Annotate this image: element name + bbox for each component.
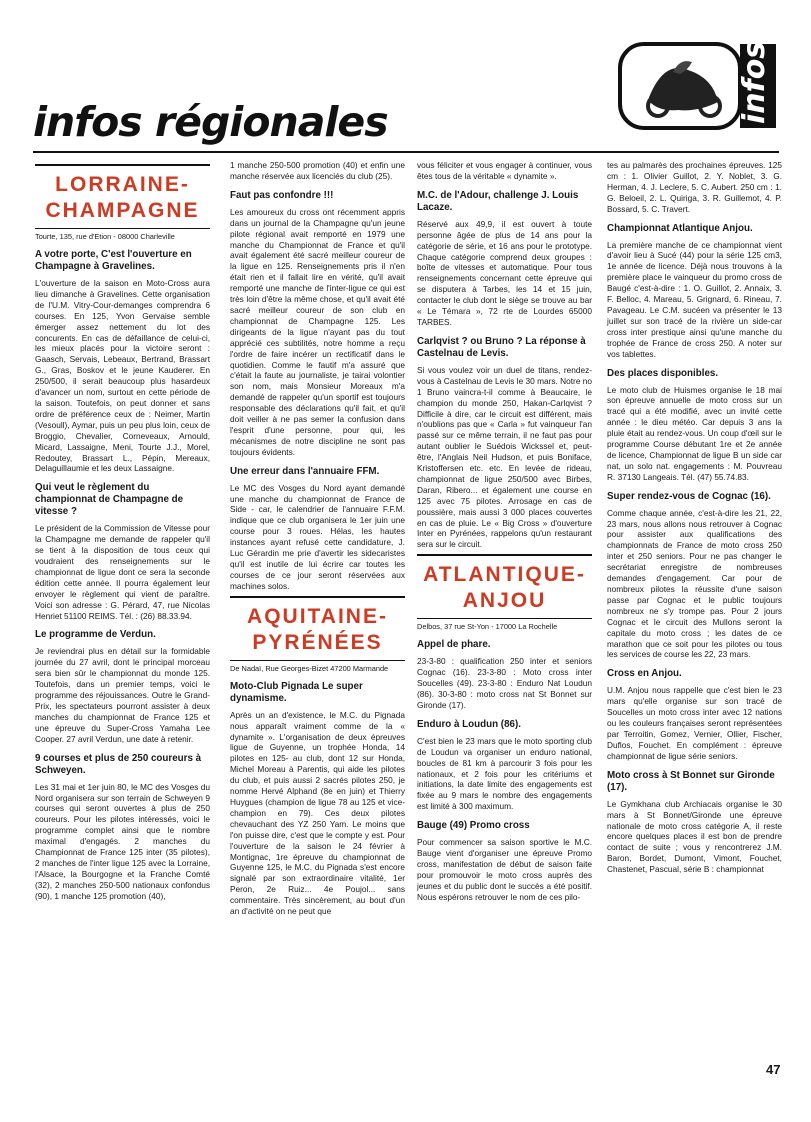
article-heading: Qui veut le règlement du championnat de Champagne de vitesse ? bbox=[35, 482, 184, 518]
article-heading: Le programme de Verdun. bbox=[35, 629, 156, 641]
article-heading: Cross en Anjou. bbox=[607, 668, 682, 680]
article-body: Si vous voulez voir un duel de titans, rendez-vous à Castelnau de Levis le 30 mars. Notre no 1 Bruno vaincra-t-il comme à Beaucaire, le champion du monde 250, Hakan-Carlqvist ? Difficile à dire, car le circuit est différent, mais n'oublions pas que « Carla » fut vainqueur l'an passé sur ce même terrain, il ne faut pas pour autant oublier le Suédois Wickssel et, peut-être, l'Anglais Neil Hudson, et puis Boniface, Kristoffersen etc. etc. En levée de rideau, championnat de ligue 250/500 avec Birbes, Daran, Ribero... et également une course en 125 avec 75 pilotes. Arrosage en cas de poussière, mais aussi 3 000 places couvertes en cas de pluie. Le « Big Cross » d'ouverture Inter en Pyrénées, rappelons qu'un restaurant sera sur le circuit. bbox=[417, 364, 592, 550]
region-name-line1: AQUITAINE- bbox=[247, 604, 388, 628]
region-name-line1: ATLANTIQUE- bbox=[423, 563, 586, 587]
article-heading: Des places disponibles. bbox=[607, 367, 719, 379]
article-heading: Moto cross à St Bonnet sur Gironde (17). bbox=[607, 769, 775, 793]
page-number: 47 bbox=[766, 1062, 781, 1077]
article-heading: Faut pas confondre !!! bbox=[230, 189, 334, 201]
article-body: Pour commencer sa saison sportive le M.C. Bauge vient d'organiser une épreuve Promo cross, manifestation de début de saison faite pour promouvoir le moto cross auprès des jeunes et du public dont le succès a été positif. Nous espérons retrouver le nom de ces pilo- bbox=[417, 837, 592, 902]
article-body: Le Gymkhana club Archiacais organise le 30 mars à St Bonnet/Gironde une épreuve nationale de moto cross catégorie A, il reste encore quelques places il est bon de prendre contact de suite ; vous y rencontrerez J.M. Baron, Bordet, Dumont, Vimont, Fouchet, Chastenet, Pascual, série B : championnat bbox=[607, 798, 782, 875]
article-body: U.M. Anjou nous rappelle que c'est bien le 23 mars qu'elle organise sur son tracé de Soucelles un moto cross inter avec 12 nations ou les couleurs françaises seront représentées par Terroitin, Gomez, Vernier, Ollier, Fischer, Duflos, Fouchet. En complément : épreuve championnat de ligue série seniors. bbox=[607, 685, 782, 761]
article-heading: Carlqvist ? ou Bruno ? La réponse à Castelnau de Levis. bbox=[417, 335, 586, 359]
article-body: L'ouverture de la saison en Moto-Cross aura lieu dimanche à Gravelines. Cette organisation de l'U.M. Vitry-Cour-demanges comprendra 6 courses. En 125, Yvon Gervaise semble émerger assez nettement du lot des concurents. En cas de défaillance de celui-ci, les mieux placés pour la victoire seront : Gaasch, Servais, Lebeaux, Bertrand, Brassart G., Gras, Boskov et le jeune Kauderer. En 250/500, il serait beaucoup plus hasardeux d'avancer un nom, surtout en cette période de la saison. Toutefois, on peut donner et sans ordre de préférence ceux de : Neimer, Martin (Vesoull), Aymar, puis un peu plus loin, ceux de Broggio, Chevalier, Corneveaux, Arnould, Micard, Lassaigne, Meni, Tourte J.J., Morel, Redoutey, Brassart L., Pépin, Mereaux, Delaguillaumie et les deux Lassaigne. bbox=[35, 278, 210, 474]
article-continuation: tes au palmarès des prochaines épreuves. 125 cm : 1. Olivier Guillot, 2. Y. Noblet, 3. G. Herman, 4. J. Leclere, 5. C. Aubert. 250 cm : 1. G. Beloeil, 2. L. Quiriga, 3. R. Guillemot, 4. P. Bossard, 5. C. Travert. bbox=[607, 160, 782, 214]
region-header-atlantique bbox=[417, 554, 592, 619]
article-body: Le moto club de Huismes organise le 18 mai son épreuve annuelle de moto cross sur un tracé qui a été modifié, avec un invité cette année : le dieu météo. Car depuis 3 ans la pluie était au rendez-vous. Un coup d'œil sur le programme Course débutant 1re et 2e année de licence, Championnat de ligue B un side car nat, un solo nat. engagements : M. Pouvreau R. 37130 Langeais. Tél. (47) 55.74.83. bbox=[607, 384, 782, 482]
page-title: infos régionales bbox=[33, 98, 388, 146]
region-address: De Nadaï, Rue Georges-Bizet 47200 Marmande bbox=[230, 663, 389, 673]
article-heading: Enduro à Loudun (86). bbox=[417, 718, 521, 730]
article-heading: Super rendez-vous de Cognac (16). bbox=[607, 490, 771, 502]
column-3 bbox=[417, 160, 592, 907]
title-divider bbox=[33, 151, 779, 153]
article-body: La première manche de ce championnat vient d'avoir lieu à Sucé (44) pour la série 125 cm3, 1e année de licence. Déjà nous trouvons à la première place le vainqueur du promo cross de Baugé c'est-à-dire : 1. O. Guillot, 2. Annaix, 3. F. Belloc, 4. Mareau, 5. Grignard, 6. Rineau, 7. Pavageau. Le C.M. sucéen va présenter le 13 juillet sur son tracé de la rivière un side-car cross inter prestique ainsi qu'une manche du trophée de France de cross 250. A noter sur vos tablettes. bbox=[607, 239, 782, 359]
article-heading: 9 courses et plus de 250 coureurs à Schweyen. bbox=[35, 752, 202, 776]
region-name-line2: PYRÉNÉES bbox=[252, 630, 383, 654]
article-body: Les 31 mai et 1er juin 80, le MC des Vosges du Nord organisera sur son terrain de Schweyen 9 courses qui seront ouvertes à plus de 250 coureurs. Pour les pilotes intéressés, voici le programme complet ainsi que le nombre maximal d'engagés. 2 manches du Championnat de France 125 inter (35 pilotes), 2 manches de l'inter ligue 125 avec la Lorraine, l'Alsace, la Bourgogne et la Franche Comté (32), 2 manches 250-500 nationaux confondus (90), 1 manche 125 promotion (40), bbox=[35, 781, 210, 901]
article-body: Le président de la Commission de Vitesse pour la Champagne me demande de rappeler qu'il se tient à la disposition de tous ceux qui voudraient des renseignements sur le championnat de ligue dont ce sera la seconde édition cette année. Il pourra également leur envoyer le règlement qui vient de paraître. Voici son adresse : G. Pérard, 47, rue Nicolas Henriet 51100 REIMS. Tél. : (26) 88.33.94. bbox=[35, 523, 210, 621]
region-header-aquitaine bbox=[230, 596, 405, 661]
article-body: Comme chaque année, c'est-à-dire les 21, 22, 23 mars, nous allons nous retrouver à Cognac pour assister aux qualifications des championnats de France de moto cross 250 inter et 250 seniors. Pour ne pas changer le secrétariat enregistre de nombreuses demandes d'engagement. Car pour de nombreux pilotes la réussite d'une saison passe par Cognac et le public toujours nombreux ne s'y trompe pas. Pour 2 jours Cognac et le circuit des Mullons seront la capitale du moto cross ; les dates de ce marathon que ce soit pour les pilotes ou tous les services de course les 22, 23 mars. bbox=[607, 507, 782, 660]
article-heading: M.C. de l'Adour, challenge J. Louis Lacaze. bbox=[417, 189, 579, 213]
article-body: Après un an d'existence, le M.C. du Pignada nous apparaît vraiment comme de la « dynamite ». L'organisation de deux épreuves ligue de Guyenne, un trophée Honda, 14 pilotes en 125- au club, dont 12 sur Honda, Michel Moreau à Parentis, qui aide les pilotes du club, et puis aussi 2 sacrés pilotes 250, je nomme Hervé Alphand (8e en juin) et Thierry Huygues (champion de ligue 78 au 125 et vice-champion en 79). Ces deux pilotes chevauchant des YZ 250 Yam. Le moins que l'on puisse dire, c'est que le compte y est. Pour l'ouverture de la saison le 24 février à Montignac, 1re épreuve du championnat de Guyenne 125, le M.C. du Pignada s'est encore signalé par son extraordinaire vitalité, 1er Peron, 2e Ruiz... 4e Poujol... sans commentaire. Très sincèrement, au bout d'un an d'activité on ne peut que bbox=[230, 709, 405, 917]
article-continuation: vous féliciter et vous engager à continuer, vous êtes tous de la véritable « dynamite ». bbox=[417, 160, 592, 181]
article-heading: Championnat Atlantique Anjou. bbox=[607, 222, 753, 234]
article-body: Réservé aux 49,9, il est ouvert à toute personne âgée de plus de 14 ans pour la catégorie de série, et 16 ans pour le prototype. Chaque catégorie comprend deux groupes : boîte de vitesses et automatique. Pour tous renseignements concernant cette épreuve qui se disputera à Tarbes, les 14 et 15 juin, contacter le club dont le siège se trouve au bar « Le Témara », 72 rte de Lourdes 65000 TARBES. bbox=[417, 218, 592, 327]
column-1 bbox=[35, 160, 210, 906]
column-4 bbox=[607, 160, 782, 879]
article-body: 23-3-80 : qualification 250 inter et seniors Cognac (16). 23-3-80 : Moto cross inter Soucelles (49). 23-3-80 : Enduro Nat Loudun (86). 30-3-80 : moto cross nat St Bonnet sur Gironde (17). bbox=[417, 656, 592, 710]
region-name-line2: ANJOU bbox=[462, 589, 547, 613]
article-heading: Appel de phare. bbox=[417, 639, 491, 651]
article-heading: Une erreur dans l'annuaire FFM. bbox=[230, 465, 380, 477]
region-name-line1: LORRAINE- bbox=[55, 173, 190, 196]
infos-logo bbox=[618, 40, 778, 140]
article-heading: Bauge (49) Promo cross bbox=[417, 820, 530, 832]
article-heading: Moto-Club Pignada Le super dynamisme. bbox=[230, 680, 363, 704]
article-heading: A votre porte, C'est l'ouverture en Champagne à Gravelines. bbox=[35, 249, 192, 272]
article-body: Je reviendrai plus en détail sur la formidable journée du 27 avril, dont le principal morceau sera bien sûr le championnat du monde 125. Toutefois, dans un premier temps, voici le programme des réjouissances. Outre le Grand-Prix, les spectateurs pourront assister à deux manches du championnat de France 125 et une épreuve du Super-Cross Yamaha Lee Cooper. 27 avril Verdun, une date à retenir. bbox=[35, 646, 210, 744]
region-address: Delbos, 37 rue St-Yon - 17000 La Rochelle bbox=[417, 622, 558, 632]
region-header-lorraine bbox=[35, 164, 210, 229]
column-2 bbox=[230, 160, 405, 921]
region-address: Tourte, 135, rue d'Etion - 08000 Charleville bbox=[35, 232, 175, 241]
article-body: Les amoureux du cross ont récemment appris dans un journal de la Champagne qu'un jeune pilote régional avait remporté en 1979 une manche du Championnat de France et qu'il avait également été sacré meilleur coureur de la ligue en 125. Renseignements pris il n'en était rien et il fallait lire en vérité, qu'il avait remporté une manche de l'inter-ligue ce qui est très loin d'être la même chose, et qu'il avait été sacré meilleur coureur de son club en championnat de Champagne 125. Les dirigeants de la ligue n'ayant pas du tout apprécié ces subtilités, notre homme a reçu l'ordre de faire incérer un rectificatif dans le quotidien. Comme le fautif m'a assuré que c'était la faute au journaliste, je tairai volontier son nom, mais Monsieur Moreaux m'a demandé de rappeler qu'un sportif est toujours responsable des déclarations qu'il fait, et qu'il doit veiller à ne pas semer la confusion dans l'esprit d'une personne, pour qui, les mécanismes de notre discipline ne sont pas toujours évidents. bbox=[230, 206, 405, 457]
region-name-line2: CHAMPAGNE bbox=[45, 199, 200, 222]
article-body: Le MC des Vosges du Nord ayant demandé une manche du championnat de France de Side - car, le calendrier de l'annuaire F.F.M. indique que ce club organisera le 1er juin une course pour 3 roues. Hélas, les hautes instances ayant refusé cette candidature, J. Luc Gérardin me prie d'avertir les sidecaristes qu'il est inutile de lui écrire car toutes les courses de ce jour seront réservées aux machines solos. bbox=[230, 482, 405, 591]
logo-text: infos bbox=[737, 40, 772, 124]
article-continuation: 1 manche 250-500 promotion (40) et enfin une manche réservée aux licenciés du club (25). bbox=[230, 160, 405, 181]
article-body: C'est bien le 23 mars que le moto sporting club de Loudun va organiser un enduro national, boucles de 81 km à parcourir 3 fois pour les nationaux, et 2 fois pour les critériums et initiations, la date limite des engagements est fixée au 9 mars le nombre des engagements est limité à 300 maximum. bbox=[417, 735, 592, 812]
